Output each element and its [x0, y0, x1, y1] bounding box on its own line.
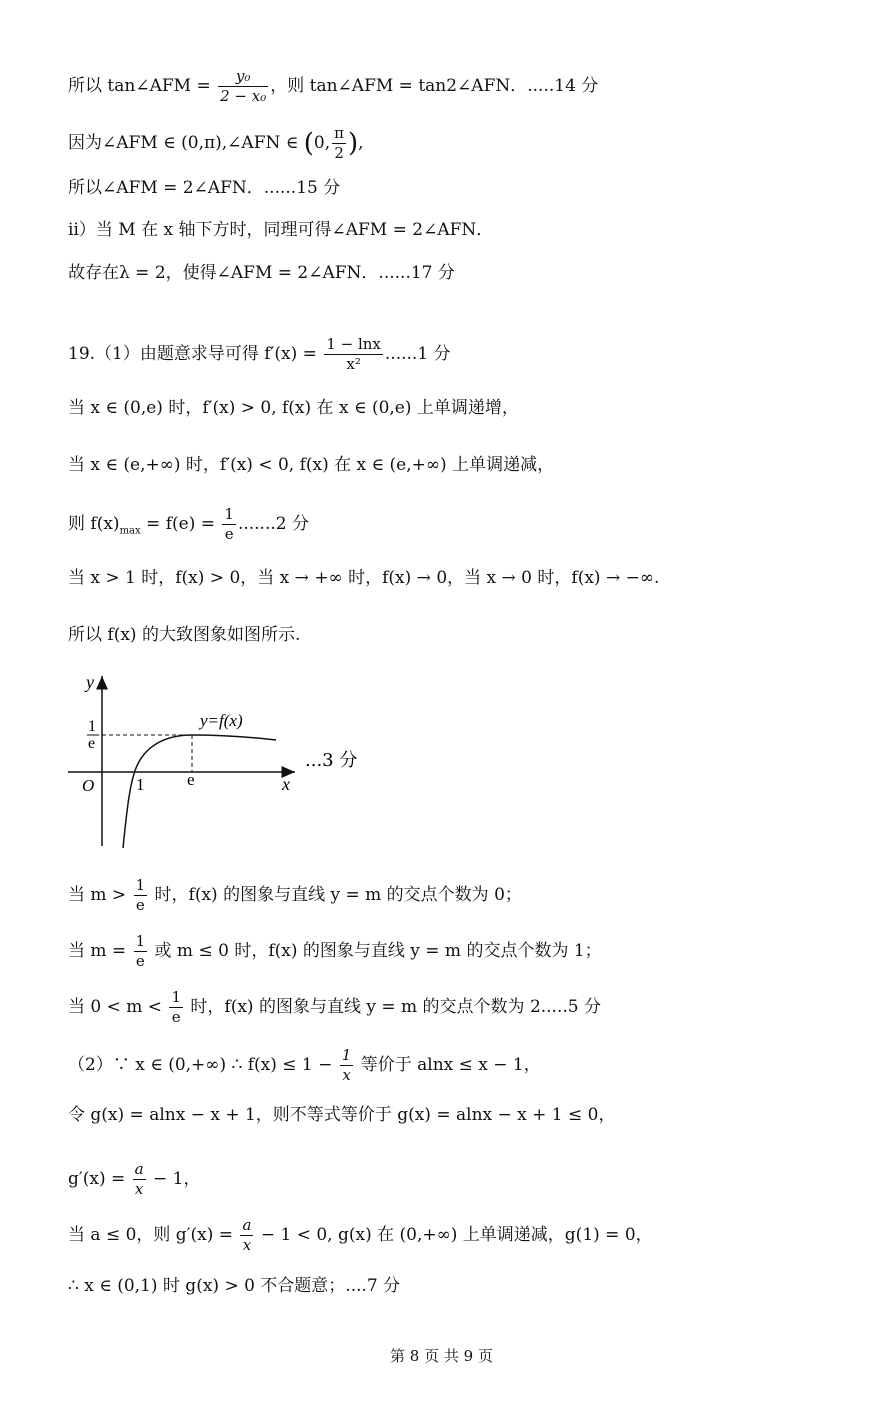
line-part2-equivalence: （2）∵ x ∈ (0,+∞) ∴ f(x) ≤ 1 − $\frac{1}{x}$ 等价于 alnx ≤ x − 1， [68, 1046, 541, 1084]
one-label: 1 [136, 775, 145, 794]
line-limits: 当 x > 1 时，f(x) > 0，当 x → +∞ 时，f(x) → 0，当 x → 0 时，f(x) → −∞. [68, 568, 660, 588]
line-m-greater: 当 m > $\frac{1}{e}$ 时，f(x) 的图象与直线 y = m 的交点个数为 0； [68, 876, 522, 914]
line-case-ii: ⅱ）当 M 在 x 轴下方时，同理可得∠AFM = 2∠AFN． [68, 220, 494, 240]
line-angle-range: 因为∠AFM ∈ (0,π),∠AFN ∈ (0, $\frac{\pi}{2}$ ), [68, 124, 364, 162]
line-lambda-exists: 故存在λ = 2，使得∠AFM = 2∠AFN．......17 分 [68, 263, 455, 283]
line-g-derivative: g′(x) = $\frac{a}{x}$ − 1， [68, 1160, 201, 1198]
line-max-value: 则 $f(x)_{max} = f(e)$ = $\frac{1}{e}$ .......2 分 [68, 505, 309, 543]
frac-num-label: 1 [88, 718, 96, 735]
line-not-valid: ∴ x ∈ (0,1) 时 g(x) > 0 不合题意；....7 分 [68, 1276, 401, 1296]
line-m-between: 当 0 < m < $\frac{1}{e}$ 时，f(x) 的图象与直线 y = m 的交点个数为 2.....5 分 [68, 988, 601, 1026]
graph-score: ...3 分 [305, 750, 358, 771]
line-a-nonpositive: 当 a ≤ 0，则 g′(x) = $\frac{a}{x}$ − 1 < 0, g(x) 在 (0,+∞) 上单调递减，g(1) = 0， [68, 1216, 653, 1254]
frac-den-label: e [88, 735, 96, 752]
line-decreasing: 当 x ∈ (e,+∞) 时，f′(x) < 0, f(x) 在 x ∈ (e,+∞) 上单调递减， [68, 455, 555, 475]
line-define-g: 令 g(x) = alnx − x + 1，则不等式等价于 g(x) = alnx − x + 1 ≤ 0， [68, 1105, 616, 1125]
line-m-equal: 当 m = $\frac{1}{e}$ 或 m ≤ 0 时，f(x) 的图象与直线 y = m 的交点个数为 1； [68, 932, 602, 970]
x-label: x [282, 774, 290, 794]
page-footer: 第 8 页 共 9 页 [390, 1347, 493, 1365]
y-label: y [86, 672, 94, 692]
line-tan-afm: 所以 tan∠AFM = $\frac{\text{y₀}}{\text{2 − x₀}}$ ，则 tan∠AFM = tan2∠AFN．.....14 分 [68, 67, 599, 105]
curve-label: y=f(x) [200, 711, 243, 730]
curve [123, 735, 276, 848]
line-afm-equals: 所以∠AFM = 2∠AFN．......15 分 [68, 178, 341, 198]
line-q19-derivative: 19.（1）由题意求导可得 f′(x) = $\frac{1 - \ln x}{\text{x²}}$ ......1 分 [68, 335, 451, 373]
function-graph [60, 668, 380, 853]
line-graph-intro: 所以 f(x) 的大致图象如图所示. [68, 625, 301, 645]
e-label: e [187, 770, 195, 789]
origin-label: O [82, 776, 95, 795]
line-increasing: 当 x ∈ (0,e) 时，f′(x) > 0, f(x) 在 x ∈ (0,e) 上单调递增， [68, 398, 519, 418]
